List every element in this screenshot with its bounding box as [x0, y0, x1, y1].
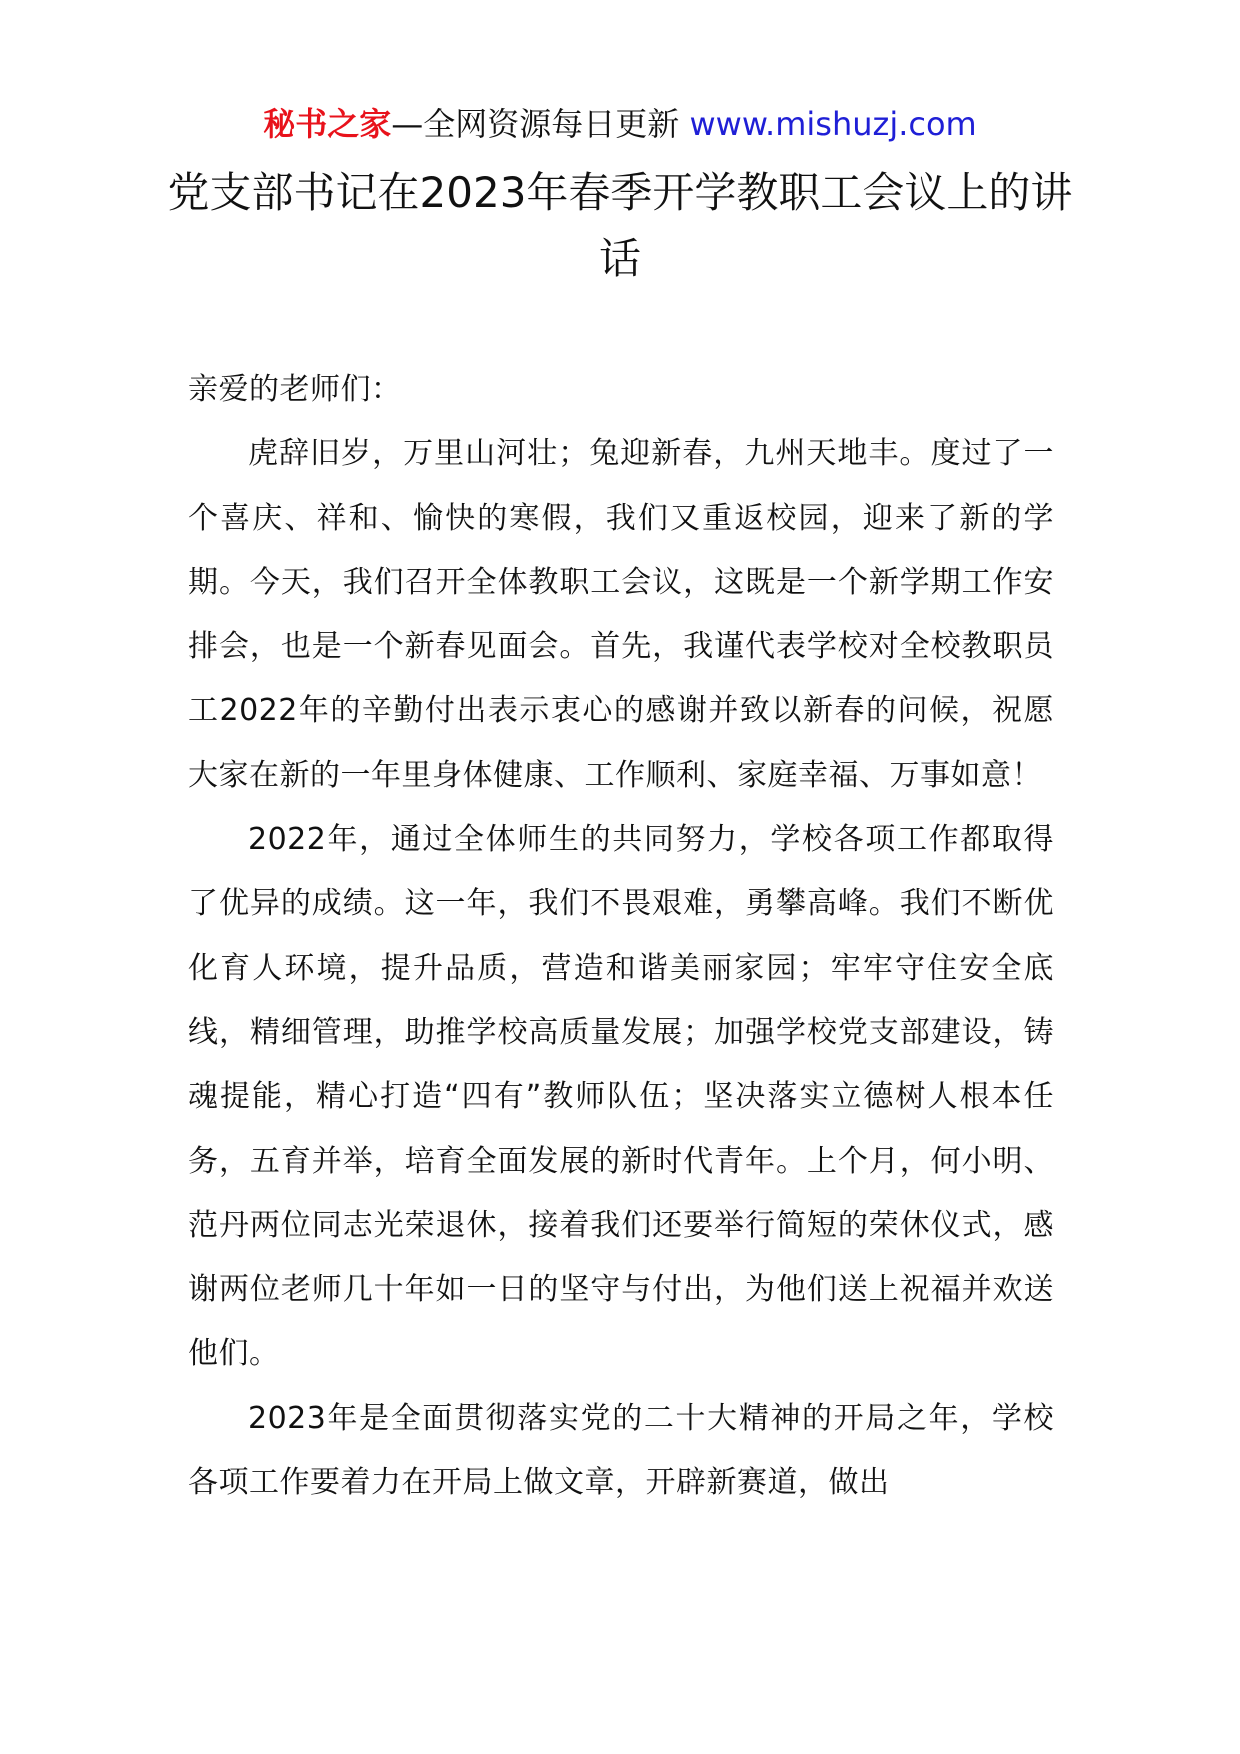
site-header — [0, 100, 1240, 148]
header-tagline: —全网资源每日更新 — [391, 105, 680, 143]
document-body — [188, 358, 1054, 1515]
paragraph: 2022年，通过全体师生的共同努力，学校各项工作都取得了优异的成绩。这一年，我们不畏艰难，勇攀高峰。我们不断优化育人环境，提升品质，营造和谐美丽家园；牢牢守住安全底线，精细管理，助推学校高质量发展；加强学校党支部建设，铸魂提能，精心打造“四有”教师队伍；坚决落实立德树人根本任务，五育并举，培育全面发展的新时代青年。上个月，何小明、范丹两位同志光荣退休，接着我们还要举行简短的荣休仪式，感谢两位老师几十年如一日的坚守与付出，为他们送上祝福并欢送他们。 — [188, 822, 1054, 1372]
document-title: 党支部书记在2023年春季开学教职工会议上的讲话 — [167, 168, 1073, 283]
paragraph: 2023年是全面贯彻落实党的二十大精神的开局之年，学校各项工作要着力在开局上做文章，开辟新赛道，做出 — [188, 1400, 1054, 1501]
site-url-link[interactable]: www.mishuzj.com — [689, 105, 977, 143]
paragraph: 虎辞旧岁，万里山河壮；兔迎新春，九州天地丰。度过了一个喜庆、祥和、愉快的寒假，我们又重返校园，迎来了新的学期。今天，我们召开全体教职工会议，这既是一个新学期工作安排会，也是一个新春见面会。首先，我谨代表学校对全校教职员工2022年的辛勤付出表示衷心的感谢并致以新春的问候，祝愿大家在新的一年里身体健康、工作顺利、家庭幸福、万事如意！ — [188, 436, 1054, 793]
brand-name: 秘书之家 — [263, 105, 392, 143]
salutation: 亲爱的老师们： — [188, 372, 402, 407]
